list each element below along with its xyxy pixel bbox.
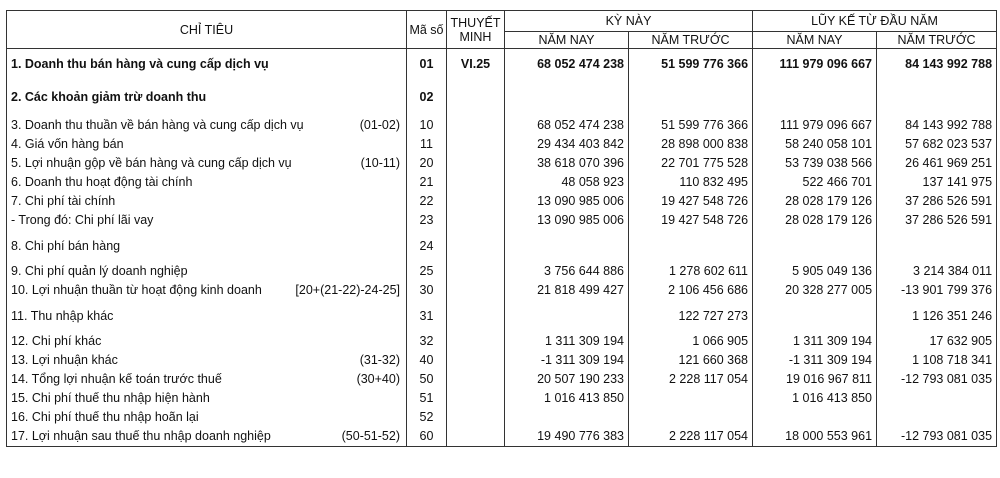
row-code: 60: [407, 427, 447, 447]
row-label: 7. Chi phí tài chính: [11, 194, 116, 208]
value-kynay-namnay: 1 311 309 194: [505, 332, 629, 351]
row-formula: [400, 173, 402, 192]
row-note: VI.25: [447, 49, 505, 80]
header-luyke: LŨY KẾ TỪ ĐẦU NĂM: [753, 11, 997, 32]
value-kynay-namnay: [505, 408, 629, 427]
row-label-cell: [7, 230, 407, 262]
value-kynay-namtruoc: [629, 79, 753, 115]
value-luyke-namtruoc: 3 214 384 011: [877, 262, 997, 281]
row-formula: [400, 332, 402, 351]
value-luyke-namnay: 1 016 413 850: [753, 389, 877, 408]
row-formula: [20+(21-22)-24-25]: [295, 283, 400, 297]
table-row: [7, 154, 997, 173]
row-code: 21: [407, 173, 447, 192]
value-luyke-namtruoc: 137 141 975: [877, 173, 997, 192]
row-note: [447, 262, 505, 281]
row-note: [447, 389, 505, 408]
row-label-wrap: [11, 192, 402, 211]
row-label: 11. Thu nhập khác: [11, 309, 114, 323]
value-luyke-namnay: 522 466 701: [753, 173, 877, 192]
row-label-wrap: [11, 389, 402, 408]
value-kynay-namnay: 38 618 070 396: [505, 154, 629, 173]
row-code: 24: [407, 230, 447, 262]
table-row: [7, 332, 997, 351]
table-row: [7, 389, 997, 408]
value-luyke-namnay: [753, 230, 877, 262]
row-formula: [400, 211, 402, 230]
row-code: 23: [407, 211, 447, 230]
row-formula: [400, 79, 402, 115]
top-margin: [0, 0, 1000, 10]
value-kynay-namtruoc: 2 228 117 054: [629, 427, 753, 447]
row-note: [447, 332, 505, 351]
row-label: 2. Các khoản giảm trừ doanh thu: [11, 90, 207, 104]
row-note: [447, 79, 505, 115]
value-kynay-namtruoc: 22 701 775 528: [629, 154, 753, 173]
row-formula: [400, 49, 402, 79]
row-label-wrap: [11, 211, 402, 230]
row-label-wrap: [11, 49, 402, 79]
value-kynay-namnay: 48 058 923: [505, 173, 629, 192]
value-kynay-namtruoc: 122 727 273: [629, 300, 753, 332]
row-code: 30: [407, 281, 447, 300]
value-luyke-namtruoc: [877, 79, 997, 115]
row-label-cell: [7, 281, 407, 300]
header-luyke-namtruoc: NĂM TRƯỚC: [877, 32, 997, 49]
row-label-wrap: [11, 79, 402, 115]
value-kynay-namnay: [505, 230, 629, 262]
value-luyke-namtruoc: 37 286 526 591: [877, 192, 997, 211]
table-row: [7, 79, 997, 115]
row-note: [447, 300, 505, 332]
row-note: [447, 408, 505, 427]
value-kynay-namnay: 68 052 474 238: [505, 115, 629, 135]
table-row: [7, 211, 997, 230]
value-kynay-namtruoc: 110 832 495: [629, 173, 753, 192]
value-luyke-namtruoc: [877, 230, 997, 262]
value-luyke-namtruoc: 26 461 969 251: [877, 154, 997, 173]
row-formula: [400, 389, 402, 408]
row-code: 20: [407, 154, 447, 173]
value-kynay-namtruoc: [629, 230, 753, 262]
row-label-wrap: [11, 135, 402, 154]
value-luyke-namtruoc: -13 901 799 376: [877, 281, 997, 300]
header-maso: Mã số: [407, 11, 447, 49]
row-label-cell: [7, 370, 407, 389]
row-label: 3. Doanh thu thuần về bán hàng và cung cấp dịch vụ: [11, 117, 304, 132]
row-label: 4. Giá vốn hàng bán: [11, 137, 124, 151]
table-row: [7, 408, 997, 427]
value-kynay-namnay: 3 756 644 886: [505, 262, 629, 281]
value-luyke-namnay: 58 240 058 101: [753, 135, 877, 154]
row-label-cell: [7, 154, 407, 173]
table-row: [7, 262, 997, 281]
table-row: [7, 115, 997, 135]
row-note: [447, 281, 505, 300]
row-label-wrap: [11, 370, 402, 389]
row-note: [447, 115, 505, 135]
row-label-wrap: [11, 408, 402, 427]
row-formula: [400, 192, 402, 211]
value-kynay-namtruoc: [629, 408, 753, 427]
row-code: 25: [407, 262, 447, 281]
value-kynay-namnay: [505, 79, 629, 115]
row-label-wrap: [11, 281, 402, 300]
row-label: 6. Doanh thu hoạt động tài chính: [11, 175, 193, 189]
row-code: 11: [407, 135, 447, 154]
value-kynay-namtruoc: 1 066 905: [629, 332, 753, 351]
row-note: [447, 370, 505, 389]
row-code: 10: [407, 115, 447, 135]
row-label-wrap: [11, 351, 402, 370]
table-row: [7, 173, 997, 192]
row-label-wrap: [11, 154, 402, 173]
row-label: 12. Chi phí khác: [11, 334, 102, 348]
table-row: [7, 351, 997, 370]
value-kynay-namtruoc: 2 106 456 686: [629, 281, 753, 300]
row-label-wrap: [11, 116, 402, 135]
value-luyke-namtruoc: -12 793 081 035: [877, 370, 997, 389]
value-kynay-namtruoc: 1 278 602 611: [629, 262, 753, 281]
row-label: 5. Lợi nhuận gộp về bán hàng và cung cấp dịch vụ: [11, 156, 292, 170]
income-statement-table: [6, 10, 997, 447]
row-note: [447, 351, 505, 370]
value-kynay-namtruoc: 19 427 548 726: [629, 211, 753, 230]
row-formula: (01-02): [359, 117, 400, 132]
table-row: [7, 281, 997, 300]
row-formula: [400, 262, 402, 281]
row-note: [447, 173, 505, 192]
value-luyke-namnay: 28 028 179 126: [753, 211, 877, 230]
value-luyke-namtruoc: 57 682 023 537: [877, 135, 997, 154]
row-label-wrap: [11, 300, 402, 332]
value-luyke-namtruoc: [877, 389, 997, 408]
row-label-wrap: [11, 332, 402, 351]
value-kynay-namnay: 13 090 985 006: [505, 211, 629, 230]
row-code: 32: [407, 332, 447, 351]
row-label: 10. Lợi nhuận thuần từ hoạt động kinh doanh: [11, 283, 262, 297]
header-kynay: KỲ NÀY: [505, 11, 753, 32]
row-code: 50: [407, 370, 447, 389]
value-kynay-namnay: 19 490 776 383: [505, 427, 629, 447]
row-label-wrap: [11, 262, 402, 281]
row-note: [447, 135, 505, 154]
table-row: [7, 49, 997, 80]
row-code: 01: [407, 49, 447, 80]
value-kynay-namnay: 21 818 499 427: [505, 281, 629, 300]
row-code: 02: [407, 79, 447, 115]
value-luyke-namtruoc: [877, 408, 997, 427]
row-label-cell: [7, 135, 407, 154]
header-kynay-namnay: NĂM NAY: [505, 32, 629, 49]
row-formula: [400, 408, 402, 427]
row-label: - Trong đó: Chi phí lãi vay: [11, 213, 154, 227]
row-label: 1. Doanh thu bán hàng và cung cấp dịch vụ: [11, 57, 269, 71]
value-luyke-namnay: 19 016 967 811: [753, 370, 877, 389]
income-statement: [6, 10, 996, 447]
row-label: 14. Tổng lợi nhuận kế toán trước thuế: [11, 372, 222, 386]
row-note: [447, 427, 505, 447]
value-kynay-namnay: [505, 300, 629, 332]
row-label-cell: [7, 192, 407, 211]
row-label-cell: [7, 351, 407, 370]
row-note: [447, 211, 505, 230]
row-formula: [400, 135, 402, 154]
row-code: 52: [407, 408, 447, 427]
row-formula: (31-32): [359, 353, 400, 367]
value-kynay-namtruoc: 2 228 117 054: [629, 370, 753, 389]
value-luyke-namtruoc: 1 126 351 246: [877, 300, 997, 332]
value-luyke-namnay: [753, 300, 877, 332]
row-label-cell: [7, 389, 407, 408]
row-formula: [400, 300, 402, 332]
row-label-cell: [7, 408, 407, 427]
row-code: 51: [407, 389, 447, 408]
table-row: [7, 300, 997, 332]
value-luyke-namnay: 20 328 277 005: [753, 281, 877, 300]
header-chitieu: CHỈ TIÊU: [7, 11, 407, 49]
row-note: [447, 192, 505, 211]
row-label-wrap: [11, 230, 402, 262]
row-label: 16. Chi phí thuế thu nhập hoãn lại: [11, 410, 199, 424]
value-kynay-namtruoc: 19 427 548 726: [629, 192, 753, 211]
row-formula: [400, 230, 402, 262]
row-note: [447, 230, 505, 262]
row-formula: (10-11): [360, 156, 400, 170]
table-row: [7, 370, 997, 389]
row-code: 22: [407, 192, 447, 211]
value-luyke-namtruoc: 37 286 526 591: [877, 211, 997, 230]
row-formula: (50-51-52): [341, 429, 400, 443]
value-luyke-namnay: 111 979 096 667: [753, 49, 877, 80]
row-label-wrap: [11, 427, 402, 446]
value-kynay-namnay: 29 434 403 842: [505, 135, 629, 154]
value-kynay-namtruoc: 28 898 000 838: [629, 135, 753, 154]
value-kynay-namnay: 1 016 413 850: [505, 389, 629, 408]
row-label-wrap: [11, 173, 402, 192]
value-kynay-namtruoc: 51 599 776 366: [629, 115, 753, 135]
value-kynay-namnay: 20 507 190 233: [505, 370, 629, 389]
value-luyke-namnay: 18 000 553 961: [753, 427, 877, 447]
row-label-cell: [7, 332, 407, 351]
row-label-cell: [7, 79, 407, 115]
value-luyke-namtruoc: 1 108 718 341: [877, 351, 997, 370]
value-luyke-namtruoc: 17 632 905: [877, 332, 997, 351]
value-luyke-namnay: [753, 79, 877, 115]
row-label-cell: [7, 173, 407, 192]
row-label-cell: [7, 300, 407, 332]
table-row: [7, 135, 997, 154]
header-luyke-namnay: NĂM NAY: [753, 32, 877, 49]
value-luyke-namnay: 53 739 038 566: [753, 154, 877, 173]
value-luyke-namtruoc: 84 143 992 788: [877, 49, 997, 80]
value-luyke-namnay: 28 028 179 126: [753, 192, 877, 211]
row-label-cell: [7, 115, 407, 135]
row-label-cell: [7, 427, 407, 447]
value-luyke-namtruoc: 84 143 992 788: [877, 115, 997, 135]
value-luyke-namtruoc: -12 793 081 035: [877, 427, 997, 447]
header-thuyetminh: THUYẾT MINH: [447, 11, 505, 49]
table-row: [7, 230, 997, 262]
value-kynay-namnay: -1 311 309 194: [505, 351, 629, 370]
row-label: 13. Lợi nhuận khác: [11, 353, 118, 367]
value-kynay-namnay: 68 052 474 238: [505, 49, 629, 80]
row-label-cell: [7, 262, 407, 281]
value-luyke-namnay: -1 311 309 194: [753, 351, 877, 370]
value-kynay-namtruoc: [629, 389, 753, 408]
value-luyke-namnay: 111 979 096 667: [753, 115, 877, 135]
row-label-cell: [7, 211, 407, 230]
row-code: 31: [407, 300, 447, 332]
row-label: 17. Lợi nhuận sau thuế thu nhập doanh nghiệp: [11, 429, 271, 443]
value-luyke-namnay: [753, 408, 877, 427]
row-code: 40: [407, 351, 447, 370]
table-row: [7, 192, 997, 211]
row-label-cell: [7, 49, 407, 80]
row-label: 15. Chi phí thuế thu nhập hiện hành: [11, 391, 210, 405]
value-luyke-namnay: 1 311 309 194: [753, 332, 877, 351]
value-luyke-namnay: 5 905 049 136: [753, 262, 877, 281]
table-row: [7, 427, 997, 447]
row-formula: (30+40): [356, 372, 400, 386]
value-kynay-namtruoc: 51 599 776 366: [629, 49, 753, 80]
header-kynay-namtruoc: NĂM TRƯỚC: [629, 32, 753, 49]
row-label: 8. Chi phí bán hàng: [11, 239, 121, 253]
row-label: 9. Chi phí quản lý doanh nghiệp: [11, 264, 188, 278]
value-kynay-namnay: 13 090 985 006: [505, 192, 629, 211]
value-kynay-namtruoc: 121 660 368: [629, 351, 753, 370]
row-note: [447, 154, 505, 173]
